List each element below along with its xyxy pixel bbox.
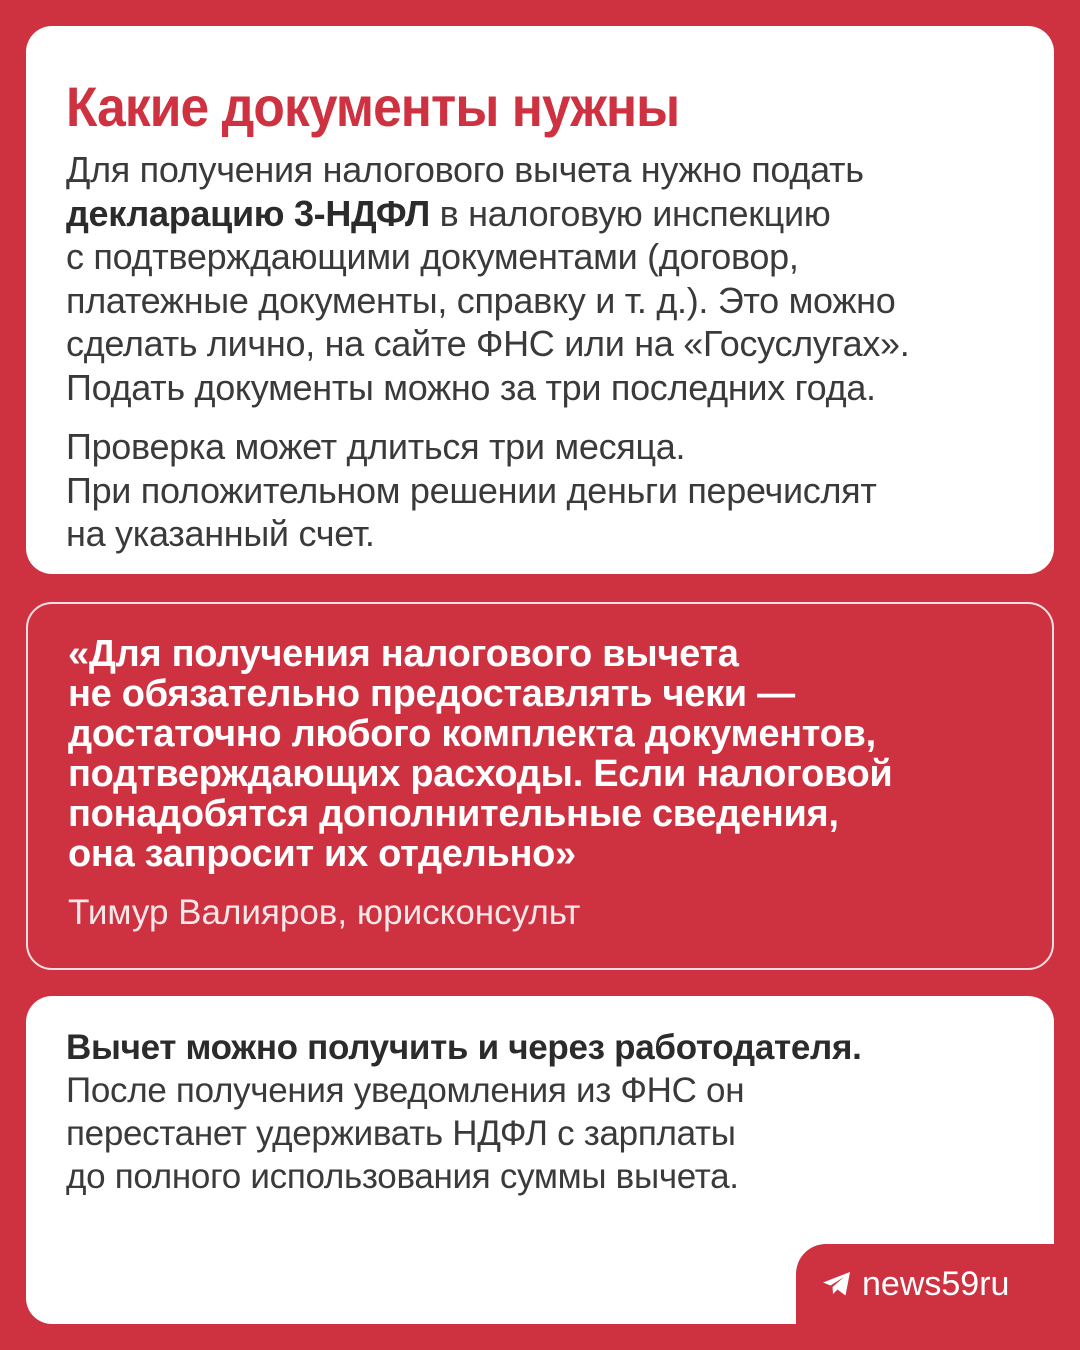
quote-author: Тимур Валияров, юрисконсульт — [68, 893, 581, 932]
text-line: сделать лично, на сайте ФНС или на «Госуслугах». — [66, 323, 910, 364]
quote-card — [26, 602, 1054, 970]
text-line: При положительном решении деньги перечислят — [66, 469, 877, 511]
quote-line: понадобятся дополнительные сведения, — [68, 793, 839, 835]
quote-line: достаточно любого комплекта документов, — [68, 713, 876, 755]
paragraph-check — [66, 425, 1014, 556]
text-line: на указанный счет. — [66, 513, 375, 554]
brand-name: news59ru — [862, 1265, 1010, 1303]
text-line: до полного использования суммы вычета. — [66, 1157, 739, 1196]
text-line: в налоговую инспекцию — [429, 192, 831, 234]
text-line: Для получения налогового вычета нужно подать — [66, 149, 864, 190]
quote-line: «Для получения налогового вычета — [68, 633, 739, 675]
bold-term: декларацию 3-НДФЛ — [66, 192, 430, 234]
brand-badge[interactable] — [796, 1244, 1080, 1350]
quote-line: подтверждающих расходы. Если налоговой — [68, 753, 893, 795]
text-line: После получения уведомления из ФНС он — [66, 1071, 745, 1110]
text-line: Проверка может длиться три месяца. — [66, 426, 686, 467]
text-line: с подтверждающими документами (договор, — [66, 236, 799, 277]
paragraph-declaration — [66, 148, 1014, 409]
paragraph-employer — [66, 1026, 1014, 1198]
text-line: платежные документы, справку и т. д.). Это можно — [66, 279, 896, 321]
quote-line: она запросит их отдельно» — [68, 833, 576, 875]
bold-lead: Вычет можно получить и через работодателя. — [66, 1028, 862, 1067]
brand-link[interactable] — [822, 1262, 1009, 1306]
quote-line: не обязательно предоставлять чеки — — [68, 673, 795, 715]
telegram-icon — [822, 1270, 852, 1298]
page-title: Какие документы нужны — [66, 75, 680, 138]
text-line: Подать документы можно за три последних года. — [66, 366, 876, 408]
quote-text — [68, 634, 1012, 874]
text-line: перестанет удерживать НДФЛ с зарплаты — [66, 1114, 736, 1153]
documents-card — [26, 26, 1054, 574]
